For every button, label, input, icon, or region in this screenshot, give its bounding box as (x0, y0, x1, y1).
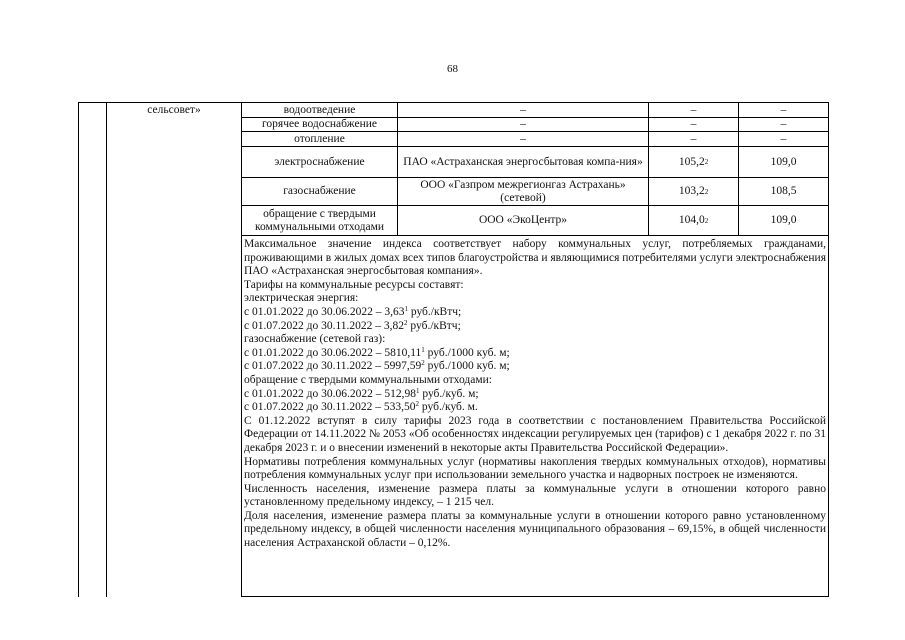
service-cell: электроснабжение (274, 155, 365, 168)
note-gas-line (244, 360, 826, 374)
provider-cell: – (520, 103, 526, 116)
index-2023-cell: 109,0 (770, 155, 797, 168)
tariff-text: с 01.07.2022 до 30.11.2022 – 5997,59 (244, 360, 422, 373)
note-tariffs-2023: С 01.12.2022 вступят в силу тарифы 2023 года в соответствии с постановлением Правительства Российской Федерации от 14.11.2022 № 2053 «Об особенностях индексации регулируемых цен (тарифов) с 1 декабря 2022 г. по 31 декабря 2023 г. и о внесении изменений в некоторые акты Правительства Российской Федерации». (244, 414, 826, 454)
note-waste-line (244, 388, 826, 402)
tariff-unit: руб./кВтч; (407, 319, 461, 332)
footnote-mark: 1 (404, 304, 408, 313)
note-waste-line (244, 401, 826, 415)
index-value: – (690, 132, 697, 145)
row-divider (241, 235, 829, 236)
note-gas-line (244, 347, 826, 361)
table-border-col1 (106, 102, 107, 597)
service-cell: газоснабжение (283, 185, 356, 197)
footnote-mark: 2 (415, 400, 420, 409)
provider-cell: – (520, 118, 526, 130)
tariff-text: с 01.07.2022 до 30.11.2022 – 533,50 (244, 401, 416, 414)
note-waste-heading: обращение с твердыми коммунальными отходами: (244, 373, 492, 386)
note-tariffs-heading: Тарифы на коммунальные ресурсы составят: (244, 278, 464, 291)
note-max-index: Максимальное значение индекса соответствует набору коммунальных услуг, потребляемых гражданами, проживающими в жилых домах всех типов благоустройства и являющимися потребителями услуги электроснабжения ПАО «Астраханская энергосбытовая компания». (244, 238, 826, 278)
index-value: – (690, 118, 697, 130)
index-value: 105,2 (678, 155, 705, 168)
index-2022-cell: 105,2 2 (678, 155, 709, 168)
footnote-mark: 2 (404, 318, 408, 327)
note-electric-heading: электрическая энергия: (244, 292, 359, 305)
note-electric-line (244, 306, 826, 320)
page-number: 68 (447, 63, 458, 75)
footnote-mark: 1 (421, 345, 425, 354)
index-2023-cell: – (780, 103, 787, 116)
provider-cell: – (520, 132, 526, 145)
note-population-count: Численность населения, изменение размера платы за коммунальные услуги в отношении которого равно установленному предельному индексу, – 1 215 чел. (244, 482, 826, 509)
service-cell: водоотведение (283, 103, 356, 116)
service-cell: обращение с твердыми коммунальными отходами (254, 207, 385, 233)
tariff-text: с 01.01.2022 до 30.06.2022 – 512,98 (244, 387, 416, 400)
index-value: 103,2 (678, 185, 705, 197)
tariff-unit: руб./1000 куб. м; (424, 346, 510, 359)
note-gas-heading: газоснабжение (сетевой газ): (244, 333, 386, 346)
provider-cell: ПАО «Астраханская энергосбытовая компа-ния» (403, 155, 643, 168)
index-2022-cell (649, 118, 738, 131)
index-2022-cell (649, 103, 738, 117)
index-value: – (690, 103, 697, 116)
index-2023-cell: 109,0 (770, 214, 797, 226)
note-norms: Нормативы потребления коммунальных услуг (нормативы накопления твердых коммунальных отходов), нормативы потребления коммунальных услуг при использовании земельного участка и надворных построек не изменяются. (244, 455, 826, 482)
service-cell: отопление (294, 132, 345, 145)
index-2023-cell: – (780, 132, 787, 145)
index-2022-cell: 103,2 2 (678, 185, 709, 197)
district-name: сельсовет» (147, 104, 201, 116)
notes-block (244, 238, 826, 551)
index-2023-cell: 108,5 (770, 185, 797, 197)
table-border-left (78, 102, 79, 597)
provider-cell: ООО «ЭкоЦентр» (478, 214, 568, 226)
note-electric-line (244, 320, 826, 334)
table-border-bottom (241, 596, 829, 597)
tariff-unit: руб./куб. м. (419, 401, 478, 414)
tariff-text: с 01.07.2022 до 30.11.2022 – 3,82 (244, 319, 405, 332)
index-2022-cell: 104,0 2 (678, 214, 709, 226)
footnote-mark: 2 (421, 359, 425, 368)
tariff-unit: руб./кВтч; (407, 305, 462, 318)
service-cell: горячее водоснабжение (262, 118, 377, 130)
index-value: 104,0 (678, 214, 705, 226)
provider-cell: ООО «Газпром межрегионгаз Астрахань» (сетевой) (420, 178, 626, 204)
tariff-text: с 01.01.2022 до 30.06.2022 – 5810,11 (244, 346, 422, 359)
note-population-share: Доля населения, изменение размера платы за коммунальные услуги в отношении которого равно установленному предельному индексу, в общей численности населения муниципального образования – 69,15%, в общей численности населения Астраханской области – 0,12%. (244, 509, 826, 550)
footnote-mark: 1 (415, 386, 420, 395)
index-2022-cell (649, 132, 738, 146)
tariff-text: с 01.01.2022 до 30.06.2022 – 3,63 (244, 305, 405, 318)
tariff-unit: руб./1000 куб. м; (424, 360, 510, 373)
index-2023-cell: – (780, 118, 787, 130)
tariff-unit: руб./куб. м; (419, 387, 479, 400)
